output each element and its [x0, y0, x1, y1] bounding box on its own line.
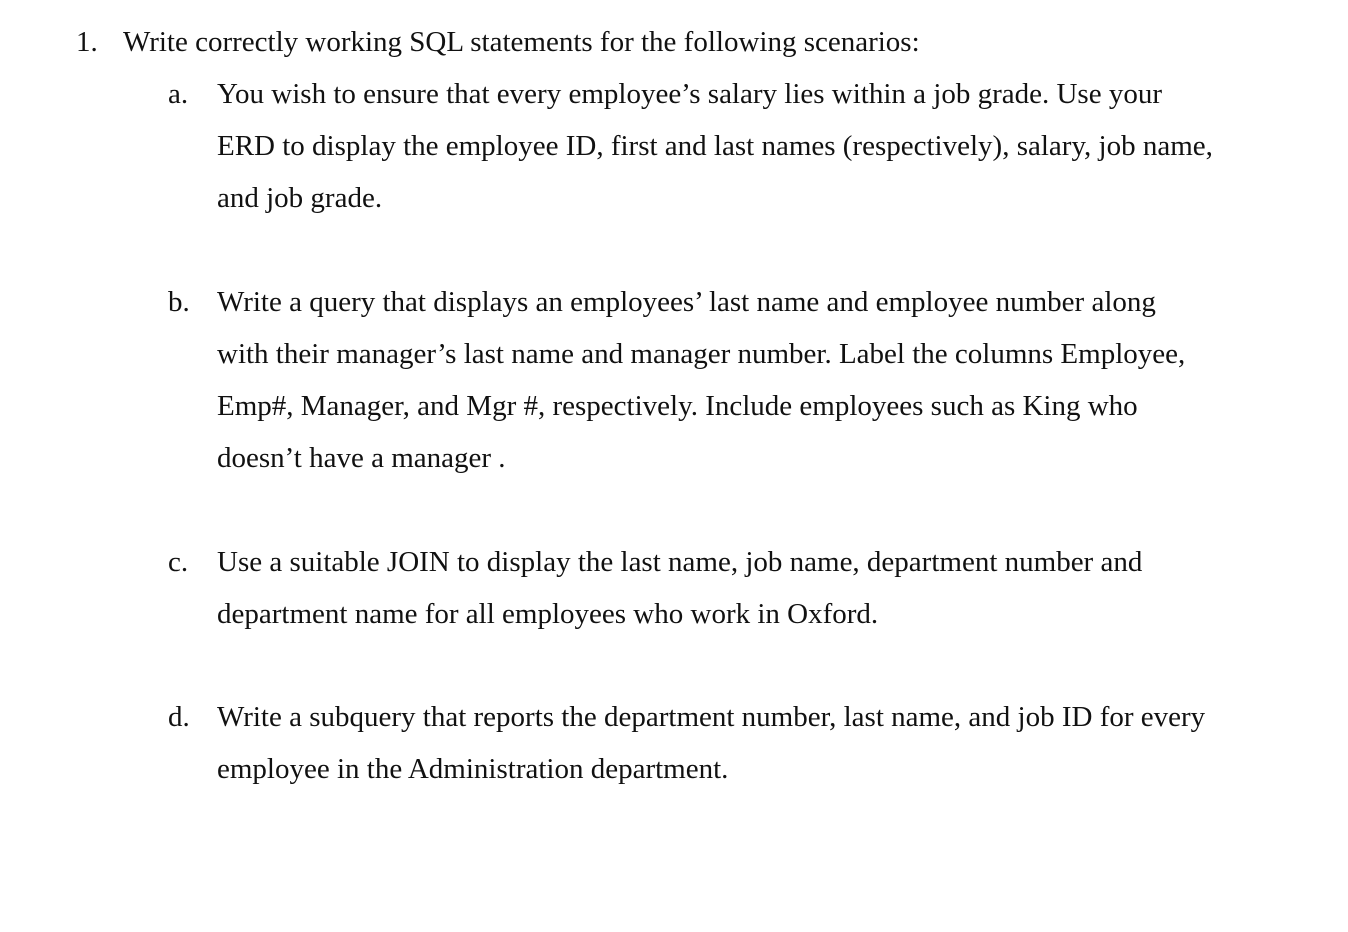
- question-text: Write correctly working SQL statements for the following scenarios:: [123, 26, 920, 58]
- part-b-line-3: Emp#, Manager, and Mgr #, respectively. Include employees such as King who: [217, 390, 1138, 422]
- part-d-label: d.: [168, 701, 190, 733]
- part-a-label: a.: [168, 78, 189, 110]
- part-a-line-2: ERD to display the employee ID, first and last names (respectively), salary, job name,: [217, 130, 1213, 162]
- part-a-line-1: You wish to ensure that every employee’s salary lies within a job grade. Use your: [217, 78, 1162, 110]
- part-b-label: b.: [168, 286, 190, 318]
- part-b-line-4: doesn’t have a manager .: [217, 442, 506, 474]
- part-a-line-3: and job grade.: [217, 182, 383, 214]
- part-b-line-1: Write a query that displays an employees’ last name and employee number along: [217, 286, 1156, 318]
- part-c-line-2: department name for all employees who work in Oxford.: [217, 598, 879, 630]
- part-b-line-2: with their manager’s last name and manager number. Label the columns Employee,: [217, 338, 1186, 370]
- question-number: 1.: [76, 26, 98, 58]
- part-c-label: c.: [168, 546, 189, 578]
- part-d-line-2: employee in the Administration department.: [217, 753, 729, 785]
- part-c-line-1: Use a suitable JOIN to display the last name, job name, department number and: [217, 546, 1143, 578]
- part-d-line-1: Write a subquery that reports the department number, last name, and job ID for every: [217, 701, 1206, 733]
